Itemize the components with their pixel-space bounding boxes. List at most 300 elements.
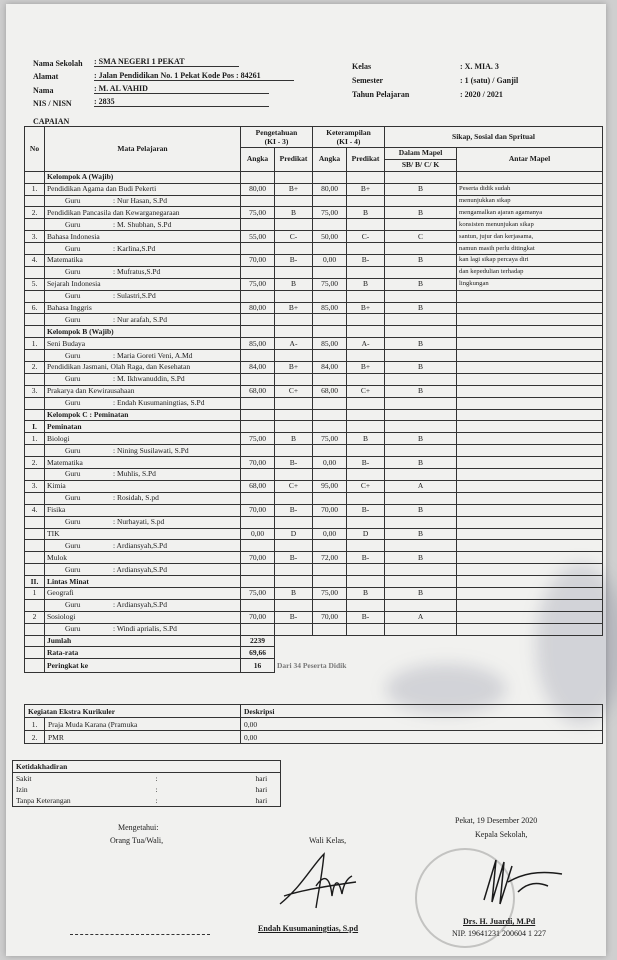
teacher-row xyxy=(25,492,603,504)
empty-cell xyxy=(385,373,457,385)
attendance-sep: : xyxy=(155,774,158,783)
subject-row xyxy=(25,183,603,195)
group-title: Kelompok C : Peminatan xyxy=(45,409,241,421)
col-antar-mapel: Antar Mapel xyxy=(457,148,603,172)
knowledge-grade: B- xyxy=(275,255,313,267)
ekstra-value: 0,00 xyxy=(241,718,603,731)
teacher-label: Guru xyxy=(65,540,81,550)
knowledge-score: 70,00 xyxy=(241,504,275,516)
empty-cell xyxy=(347,266,385,278)
knowledge-grade: A- xyxy=(275,338,313,350)
attitude-description xyxy=(457,552,603,564)
ekstra-title: Kegiatan Ekstra Kurikuler xyxy=(25,705,241,718)
teacher-name: : Mufratus,S.Pd xyxy=(113,267,161,277)
year-value: : 2020 / 2021 xyxy=(460,90,503,99)
col-predikat-2: Predikat xyxy=(347,148,385,172)
empty-cell xyxy=(347,564,385,576)
subject-name: Fisika xyxy=(45,504,241,516)
skill-grade: C- xyxy=(347,231,385,243)
empty-cell xyxy=(25,350,45,362)
teacher-row xyxy=(25,219,603,231)
empty-cell xyxy=(241,171,275,183)
teacher-cell xyxy=(45,290,241,302)
teacher-cell xyxy=(45,469,241,481)
place-date: Pekat, 19 Desember 2020 xyxy=(455,816,538,825)
skill-grade: B- xyxy=(347,255,385,267)
teacher-label: Guru xyxy=(65,291,81,301)
teacher-name: : Muhlis, S.Pd xyxy=(113,469,156,479)
empty-cell xyxy=(313,314,347,326)
skill-score: 68,00 xyxy=(313,385,347,397)
empty-cell xyxy=(25,195,45,207)
attitude-description: lingkungan xyxy=(457,278,603,290)
parent-caption-1: Mengetahui: xyxy=(118,823,159,832)
teacher-label: Guru xyxy=(65,243,81,253)
empty-cell xyxy=(347,599,385,611)
subject-name: Pendidikan Jasmani, Olah Raga, dan Kesehatan xyxy=(45,362,241,374)
teacher-row xyxy=(25,516,603,528)
knowledge-grade: B+ xyxy=(275,302,313,314)
skill-grade: C+ xyxy=(347,480,385,492)
empty-cell xyxy=(275,623,313,635)
teacher-cell xyxy=(45,492,241,504)
empty-cell xyxy=(313,397,347,409)
group-title: Lintas Minat xyxy=(45,576,241,588)
knowledge-grade: C+ xyxy=(275,385,313,397)
knowledge-score: 0,00 xyxy=(241,528,275,540)
attitude-description xyxy=(457,350,603,362)
empty-cell xyxy=(313,623,347,635)
grades-body xyxy=(25,171,603,635)
attitude-description xyxy=(457,373,603,385)
nis-label: NIS / NISN xyxy=(33,99,72,108)
group-title: Kelompok B (Wajib) xyxy=(45,326,241,338)
name-value: : M. AL VAHID xyxy=(94,84,269,94)
skill-score: 75,00 xyxy=(313,587,347,599)
teacher-label: Guru xyxy=(65,219,81,229)
name-label: Nama xyxy=(33,86,54,95)
empty-cell xyxy=(385,409,457,421)
subject-row xyxy=(25,480,603,492)
skill-score: 84,00 xyxy=(313,362,347,374)
knowledge-grade: B xyxy=(275,587,313,599)
attitude-description xyxy=(457,587,603,599)
empty-cell xyxy=(275,171,313,183)
attitude-description xyxy=(457,516,603,528)
empty-cell xyxy=(313,290,347,302)
empty-cell xyxy=(241,576,275,588)
empty-cell xyxy=(313,492,347,504)
semester-label: Semester xyxy=(352,76,384,85)
attitude-description xyxy=(457,480,603,492)
skill-grade: B+ xyxy=(347,183,385,195)
skill-score: 0,00 xyxy=(313,528,347,540)
ekstra-value: 0,00 xyxy=(241,731,603,744)
empty-cell xyxy=(241,266,275,278)
knowledge-score: 84,00 xyxy=(241,362,275,374)
teacher-label: Guru xyxy=(65,445,81,455)
teacher-cell xyxy=(45,350,241,362)
skill-grade: D xyxy=(347,528,385,540)
semester-value: : 1 (satu) / Ganjil xyxy=(460,76,519,85)
knowledge-score: 70,00 xyxy=(241,255,275,267)
skill-score: 70,00 xyxy=(313,611,347,623)
class-value: : X. MIA. 3 xyxy=(460,62,499,71)
empty-cell xyxy=(385,326,457,338)
attitude-grade: B xyxy=(385,207,457,219)
teacher-name: : M. Shubhan, S.Pd xyxy=(113,219,172,229)
skill-score: 85,00 xyxy=(313,338,347,350)
knowledge-score: 70,00 xyxy=(241,457,275,469)
attitude-description xyxy=(457,564,603,576)
empty-cell xyxy=(275,421,313,433)
empty-cell xyxy=(241,409,275,421)
parent-caption-2: Orang Tua/Wali, xyxy=(110,836,164,845)
subject-number: 2. xyxy=(25,457,45,469)
knowledge-score: 80,00 xyxy=(241,302,275,314)
empty-cell xyxy=(275,326,313,338)
col-angka-1: Angka xyxy=(241,148,275,172)
empty-cell xyxy=(25,397,45,409)
teacher-name: : Endah Kusumaningtias, S.Pd xyxy=(113,398,205,408)
skill-score: 75,00 xyxy=(313,433,347,445)
subject-name: Sosiologi xyxy=(45,611,241,623)
teacher-name: : Sulastri,S.Pd xyxy=(113,291,156,301)
attitude-description: kan lagi sikap percaya diri xyxy=(457,255,603,267)
teacher-cell xyxy=(45,266,241,278)
teacher-cell xyxy=(45,219,241,231)
empty-cell xyxy=(385,397,457,409)
attitude-grade: A xyxy=(385,480,457,492)
attitude-grade: B xyxy=(385,338,457,350)
group-number xyxy=(25,409,45,421)
knowledge-score: 80,00 xyxy=(241,183,275,195)
empty-cell xyxy=(25,219,45,231)
subject-name: Kimia xyxy=(45,480,241,492)
subject-number: 2 xyxy=(25,611,45,623)
empty-cell xyxy=(347,421,385,433)
empty-cell xyxy=(313,469,347,481)
subject-number: 2. xyxy=(25,362,45,374)
subject-row xyxy=(25,611,603,623)
attitude-description xyxy=(457,623,603,635)
knowledge-score: 75,00 xyxy=(241,278,275,290)
empty-cell xyxy=(347,516,385,528)
teacher-cell xyxy=(45,623,241,635)
attitude-description xyxy=(457,302,603,314)
subject-row xyxy=(25,504,603,516)
empty-cell xyxy=(347,409,385,421)
subject-row xyxy=(25,278,603,290)
subject-row xyxy=(25,302,603,314)
attitude-description xyxy=(457,290,603,302)
attitude-description xyxy=(457,611,603,623)
empty-cell xyxy=(241,469,275,481)
teacher-cell xyxy=(45,314,241,326)
teacher-row xyxy=(25,599,603,611)
subject-row xyxy=(25,338,603,350)
summary-row xyxy=(25,635,603,647)
attitude-description xyxy=(457,397,603,409)
attitude-grade: B xyxy=(385,457,457,469)
empty-cell xyxy=(275,373,313,385)
summary-row xyxy=(25,647,603,659)
teacher-row xyxy=(25,266,603,278)
empty-cell xyxy=(275,599,313,611)
address-value: : Jalan Pendidikan No. 1 Pekat Kode Pos : 84261 xyxy=(94,71,294,81)
school-name-label: Nama Sekolah xyxy=(33,59,83,68)
empty-cell xyxy=(25,516,45,528)
teacher-label: Guru xyxy=(65,398,81,408)
attitude-grade: B xyxy=(385,278,457,290)
empty-cell xyxy=(385,469,457,481)
attitude-description: Peserta didik sudah xyxy=(457,183,603,195)
empty-cell xyxy=(275,540,313,552)
attendance-unit: hari xyxy=(255,785,268,794)
subject-name: Bahasa Inggris xyxy=(45,302,241,314)
empty-cell xyxy=(385,290,457,302)
empty-cell xyxy=(241,564,275,576)
empty-cell xyxy=(347,314,385,326)
empty-cell xyxy=(313,564,347,576)
teacher-cell xyxy=(45,540,241,552)
empty-cell xyxy=(457,409,603,421)
empty-cell xyxy=(385,576,457,588)
empty-cell xyxy=(347,171,385,183)
empty-cell xyxy=(241,599,275,611)
subject-number: 1. xyxy=(25,338,45,350)
attendance-label: Tanpa Keterangan xyxy=(16,796,71,805)
col-predikat-1: Predikat xyxy=(275,148,313,172)
ekstra-row xyxy=(25,718,603,731)
teacher-row xyxy=(25,445,603,457)
empty-cell xyxy=(25,243,45,255)
knowledge-grade: B xyxy=(275,207,313,219)
summary-label: Peringkat ke xyxy=(45,659,241,673)
empty-cell xyxy=(275,492,313,504)
empty-cell xyxy=(25,373,45,385)
teacher-row xyxy=(25,290,603,302)
empty-cell xyxy=(347,397,385,409)
knowledge-grade: B- xyxy=(275,457,313,469)
subject-number: 3. xyxy=(25,480,45,492)
homeroom-signature xyxy=(272,846,362,916)
attitude-grade: B xyxy=(385,302,457,314)
attitude-grade: B xyxy=(385,433,457,445)
teacher-name: : Karlina,S.Pd xyxy=(113,243,156,253)
attitude-description xyxy=(457,457,603,469)
teacher-label: Guru xyxy=(65,196,81,205)
teacher-name: : Ardiansyah,S.Pd xyxy=(113,564,167,574)
subject-name: Pendidikan Pancasila dan Kewarganegaraan xyxy=(45,207,241,219)
empty-cell xyxy=(313,421,347,433)
teacher-label: Guru xyxy=(65,350,81,360)
empty-cell xyxy=(347,445,385,457)
empty-cell xyxy=(313,195,347,207)
empty-cell xyxy=(313,540,347,552)
teacher-cell xyxy=(45,195,241,207)
attendance-table xyxy=(12,760,281,807)
skill-score: 85,00 xyxy=(313,302,347,314)
group-row xyxy=(25,421,603,433)
subject-name: Bahasa Indonesia xyxy=(45,231,241,243)
group-row xyxy=(25,171,603,183)
subject-number: 3. xyxy=(25,385,45,397)
teacher-name: : Ardiansyah,S.Pd xyxy=(113,540,167,550)
col-dalam-mapel-sub: SB/ B/ C/ K xyxy=(385,159,457,171)
empty-cell xyxy=(457,171,603,183)
class-label: Kelas xyxy=(352,62,372,71)
attendance-label: Sakit xyxy=(16,774,32,783)
knowledge-grade: C- xyxy=(275,231,313,243)
rank-note: Dari 34 Peserta Didik xyxy=(277,660,347,670)
summary-value: 16 xyxy=(241,659,275,673)
attitude-grade: A xyxy=(385,611,457,623)
attitude-description xyxy=(457,492,603,504)
attitude-description xyxy=(457,540,603,552)
summary-value: 2239 xyxy=(241,635,275,647)
subject-name: Geografi xyxy=(45,587,241,599)
attitude-grade: B xyxy=(385,504,457,516)
empty-cell xyxy=(385,564,457,576)
empty-cell xyxy=(275,219,313,231)
ekstra-no: 2. xyxy=(25,731,45,744)
skill-grade: B xyxy=(347,207,385,219)
subject-name: Mulok xyxy=(45,552,241,564)
empty-cell xyxy=(385,171,457,183)
teacher-label: Guru xyxy=(65,600,81,610)
empty-cell xyxy=(313,219,347,231)
attitude-description: mengamalkan ajaran agamanya xyxy=(457,207,603,219)
empty-cell xyxy=(241,219,275,231)
teacher-label: Guru xyxy=(65,314,81,324)
attendance-unit: hari xyxy=(255,796,268,805)
teacher-row xyxy=(25,623,603,635)
empty-cell xyxy=(241,243,275,255)
teacher-name: : Ardiansyah,S.Pd xyxy=(113,600,167,610)
empty-cell xyxy=(457,421,603,433)
empty-cell xyxy=(25,469,45,481)
empty-cell xyxy=(275,290,313,302)
address-label: Alamat xyxy=(33,72,59,81)
skill-grade: B xyxy=(347,587,385,599)
group-number xyxy=(25,171,45,183)
attitude-description xyxy=(457,362,603,374)
attendance-row xyxy=(13,795,281,807)
attitude-description xyxy=(457,433,603,445)
empty-cell xyxy=(275,350,313,362)
col-no: No xyxy=(25,127,45,172)
empty-cell xyxy=(347,326,385,338)
subject-name: Seni Budaya xyxy=(45,338,241,350)
skill-score: 80,00 xyxy=(313,183,347,195)
knowledge-grade: B xyxy=(275,278,313,290)
empty-cell xyxy=(25,540,45,552)
knowledge-grade: B+ xyxy=(275,362,313,374)
empty-cell xyxy=(25,314,45,326)
section-title: CAPAIAN xyxy=(33,117,70,126)
knowledge-score: 85,00 xyxy=(241,338,275,350)
col-sikap: Sikap, Sosial dan Spritual xyxy=(385,127,603,148)
knowledge-score: 70,00 xyxy=(241,611,275,623)
empty-cell xyxy=(313,171,347,183)
col-angka-2: Angka xyxy=(313,148,347,172)
col-keterampilan: Keterampilan (KI - 4) xyxy=(313,127,385,148)
group-row xyxy=(25,576,603,588)
empty-cell xyxy=(313,266,347,278)
col-dalam-mapel: Dalam Mapel xyxy=(385,148,457,160)
subject-row xyxy=(25,552,603,564)
teacher-row xyxy=(25,373,603,385)
group-row xyxy=(25,326,603,338)
knowledge-score: 75,00 xyxy=(241,207,275,219)
empty-cell xyxy=(347,373,385,385)
empty-cell xyxy=(313,350,347,362)
empty-cell xyxy=(313,243,347,255)
subject-number: 1 xyxy=(25,587,45,599)
teacher-label: Guru xyxy=(65,374,81,384)
attitude-description: konsisten menunjukan sikap xyxy=(457,219,603,231)
empty-cell xyxy=(385,195,457,207)
empty-cell xyxy=(385,599,457,611)
col-pengetahuan: Pengetahuan (KI - 3) xyxy=(241,127,313,148)
empty-cell xyxy=(385,219,457,231)
subject-name: Prakarya dan Kewirausahaan xyxy=(45,385,241,397)
attitude-grade: B xyxy=(385,183,457,195)
skill-grade: B xyxy=(347,433,385,445)
teacher-label: Guru xyxy=(65,517,81,527)
attendance-row xyxy=(13,773,281,785)
group-title: Kelompok A (Wajib) xyxy=(45,171,241,183)
knowledge-grade: B- xyxy=(275,611,313,623)
subject-row xyxy=(25,587,603,599)
ekstra-no: 1. xyxy=(25,718,45,731)
empty-cell xyxy=(385,421,457,433)
teacher-cell xyxy=(45,445,241,457)
ekstra-row xyxy=(25,731,603,744)
empty-cell xyxy=(241,195,275,207)
skill-grade: B- xyxy=(347,504,385,516)
empty-cell xyxy=(241,326,275,338)
knowledge-score: 55,00 xyxy=(241,231,275,243)
teacher-cell xyxy=(45,564,241,576)
teacher-name: : Rosidah, S.pd xyxy=(113,493,159,503)
teacher-label: Guru xyxy=(65,624,81,634)
ekstra-name: PMR xyxy=(45,731,241,744)
knowledge-score: 70,00 xyxy=(241,552,275,564)
empty-cell xyxy=(313,445,347,457)
knowledge-grade: B- xyxy=(275,504,313,516)
attitude-description: menunjukkan sikap xyxy=(457,195,603,207)
empty-cell xyxy=(275,243,313,255)
empty-cell xyxy=(275,516,313,528)
subject-row xyxy=(25,231,603,243)
attitude-description: santun, jujur dan kerjasama, xyxy=(457,231,603,243)
parent-signature-line xyxy=(70,934,210,935)
empty-cell xyxy=(385,350,457,362)
principal-title: Kepala Sekolah, xyxy=(475,830,528,839)
subject-name: Matematika xyxy=(45,255,241,267)
empty-cell xyxy=(385,243,457,255)
subject-row xyxy=(25,255,603,267)
empty-cell xyxy=(313,576,347,588)
attendance-unit: hari xyxy=(255,774,268,783)
empty-cell xyxy=(241,397,275,409)
empty-cell xyxy=(275,576,313,588)
group-number: I. xyxy=(25,421,45,433)
subject-row xyxy=(25,207,603,219)
skill-grade: A- xyxy=(347,338,385,350)
